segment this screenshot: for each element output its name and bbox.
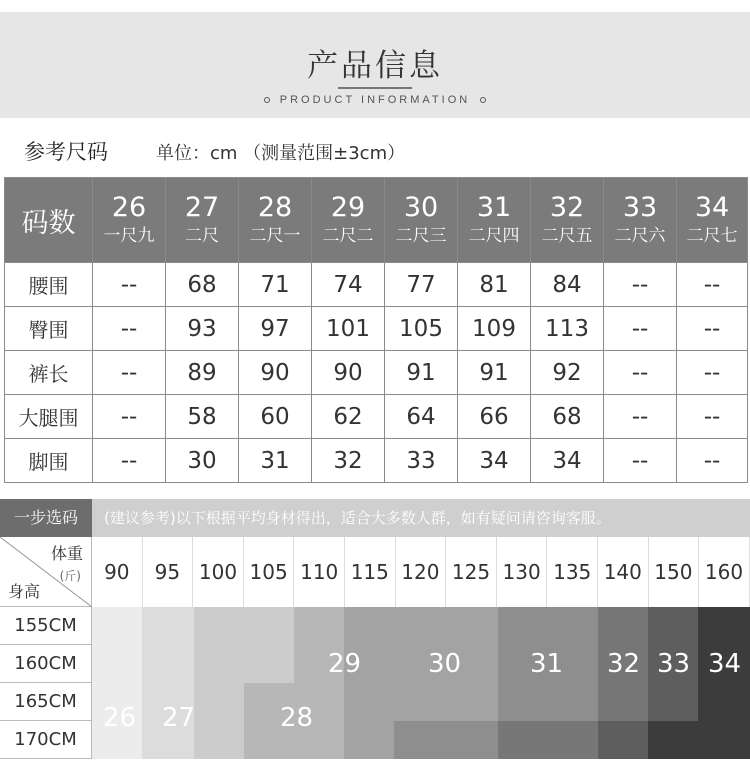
weight-header: 130 xyxy=(497,537,548,607)
recommended-size-label: 26 xyxy=(103,703,137,733)
weight-unit: (斤) xyxy=(59,569,81,583)
size-header-cell xyxy=(312,178,385,263)
table-cell: -- xyxy=(93,307,166,351)
height-label: 155CM xyxy=(0,607,92,645)
height-label: 160CM xyxy=(0,645,92,683)
row-label: 裤长 xyxy=(5,351,93,395)
table-cell: -- xyxy=(604,395,677,439)
size-chinese: 二尺 xyxy=(185,226,219,246)
table-cell: 71 xyxy=(239,263,312,307)
weight-header: 115 xyxy=(345,537,396,607)
size-chinese: 二尺二 xyxy=(322,226,374,246)
table-cell: -- xyxy=(604,351,677,395)
table-row-length xyxy=(5,351,748,395)
size-header-row xyxy=(5,178,748,263)
table-cell: 34 xyxy=(458,439,531,483)
size-recommendation-grid xyxy=(0,537,750,777)
page-subtitle xyxy=(0,94,750,106)
table-cell: 68 xyxy=(166,263,239,307)
table-row-hip xyxy=(5,307,748,351)
recommended-size-label: 29 xyxy=(328,649,362,679)
table-cell: -- xyxy=(677,307,748,351)
size-header-cell xyxy=(531,178,604,263)
table-cell: 101 xyxy=(312,307,385,351)
size-header-cell xyxy=(166,178,239,263)
circle-icon xyxy=(264,97,270,103)
recommended-size-label: 28 xyxy=(280,703,314,733)
weight-header: 160 xyxy=(699,537,750,607)
size-number: 31 xyxy=(476,192,512,223)
size-header-cell xyxy=(239,178,312,263)
table-cell: 77 xyxy=(385,263,458,307)
weight-header: 135 xyxy=(547,537,598,607)
size-chinese: 二尺六 xyxy=(614,226,666,246)
table-cell: 91 xyxy=(458,351,531,395)
table-cell: 31 xyxy=(239,439,312,483)
size-header-cell xyxy=(604,178,677,263)
table-cell: 84 xyxy=(531,263,604,307)
size-zone xyxy=(598,721,648,759)
weight-header: 100 xyxy=(193,537,244,607)
row-label: 臀围 xyxy=(5,307,93,351)
table-cell: 66 xyxy=(458,395,531,439)
size-zone xyxy=(498,721,598,759)
table-cell: 62 xyxy=(312,395,385,439)
recommended-size-label: 27 xyxy=(162,703,196,733)
title-underline xyxy=(338,87,412,89)
size-number: 30 xyxy=(403,192,439,223)
size-number: 33 xyxy=(622,192,658,223)
page-title: 产品信息 xyxy=(307,48,443,84)
table-cell: 34 xyxy=(531,439,604,483)
recommendation-note: (建议参考)以下根据平均身材得出，适合大多数人群，如有疑问请咨询客服。 xyxy=(104,509,611,527)
recommended-size-label: 32 xyxy=(607,649,641,679)
table-cell: -- xyxy=(93,263,166,307)
weight-header: 150 xyxy=(649,537,700,607)
row-label: 大腿围 xyxy=(5,395,93,439)
weight-header: 105 xyxy=(244,537,295,607)
row-label: 腰围 xyxy=(5,263,93,307)
circle-icon xyxy=(480,97,486,103)
size-number: 28 xyxy=(257,192,293,223)
table-cell: 33 xyxy=(385,439,458,483)
table-cell: -- xyxy=(677,263,748,307)
size-chinese: 一尺九 xyxy=(103,226,155,246)
table-cell: 81 xyxy=(458,263,531,307)
weight-header: 140 xyxy=(598,537,649,607)
recommended-size-label: 34 xyxy=(708,649,742,679)
table-cell: 89 xyxy=(166,351,239,395)
size-chinese: 二尺五 xyxy=(541,226,593,246)
table-cell: 64 xyxy=(385,395,458,439)
size-number: 29 xyxy=(330,192,366,223)
table-cell: -- xyxy=(93,439,166,483)
table-cell: -- xyxy=(93,395,166,439)
weight-header: 110 xyxy=(294,537,345,607)
size-zone xyxy=(648,721,750,759)
weight-header: 125 xyxy=(446,537,497,607)
size-number: 34 xyxy=(694,192,730,223)
size-zone xyxy=(92,607,142,759)
table-cell: 109 xyxy=(458,307,531,351)
size-corner-label: 码数 xyxy=(5,178,93,263)
table-cell: 105 xyxy=(385,307,458,351)
table-cell: 90 xyxy=(239,351,312,395)
recommended-size-label: 30 xyxy=(428,649,462,679)
size-header-cell xyxy=(93,178,166,263)
size-zone xyxy=(394,721,498,759)
table-row-thigh xyxy=(5,395,748,439)
size-header-cell xyxy=(458,178,531,263)
size-chinese: 二尺三 xyxy=(395,226,447,246)
size-zone xyxy=(142,607,194,759)
step-select-label: 一步选码 xyxy=(0,499,92,537)
table-cell: 90 xyxy=(312,351,385,395)
size-chinese: 二尺一 xyxy=(249,226,301,246)
table-cell: -- xyxy=(677,439,748,483)
table-cell: 60 xyxy=(239,395,312,439)
recommended-size-label: 31 xyxy=(530,649,564,679)
table-row-hem xyxy=(5,439,748,483)
weight-header: 90 xyxy=(92,537,143,607)
size-zone xyxy=(344,683,394,759)
table-cell: 97 xyxy=(239,307,312,351)
height-label: 170CM xyxy=(0,721,92,759)
table-cell: 113 xyxy=(531,307,604,351)
size-chinese: 二尺七 xyxy=(686,226,738,246)
size-header-cell xyxy=(385,178,458,263)
row-label: 脚围 xyxy=(5,439,93,483)
recommended-size-label: 33 xyxy=(657,649,691,679)
grid-corner xyxy=(0,537,92,607)
size-chinese: 二尺四 xyxy=(468,226,520,246)
unit-note: 单位：cm （测量范围±3cm） xyxy=(156,143,406,164)
table-cell: -- xyxy=(604,263,677,307)
weight-header: 95 xyxy=(143,537,194,607)
table-cell: 30 xyxy=(166,439,239,483)
size-number: 27 xyxy=(184,192,220,223)
table-cell: 91 xyxy=(385,351,458,395)
table-cell: 68 xyxy=(531,395,604,439)
table-cell: -- xyxy=(604,439,677,483)
header-banner xyxy=(0,12,750,118)
table-cell: 32 xyxy=(312,439,385,483)
weight-label: 体重 xyxy=(50,544,83,563)
reference-size-title: 参考尺码 xyxy=(24,140,108,164)
table-cell: 58 xyxy=(166,395,239,439)
table-cell: -- xyxy=(677,351,748,395)
size-number: 26 xyxy=(111,192,147,223)
size-zone xyxy=(194,645,244,759)
step-select-bar xyxy=(0,499,750,537)
table-cell: 92 xyxy=(531,351,604,395)
subtitle-text: PRODUCT INFORMATION xyxy=(279,94,471,106)
size-table xyxy=(4,177,748,483)
table-cell: 93 xyxy=(166,307,239,351)
weight-header: 120 xyxy=(396,537,447,607)
table-cell: 74 xyxy=(312,263,385,307)
size-number: 32 xyxy=(549,192,585,223)
height-label: 165CM xyxy=(0,683,92,721)
table-cell: -- xyxy=(604,307,677,351)
table-cell: -- xyxy=(93,351,166,395)
table-cell: -- xyxy=(677,395,748,439)
table-row-waist xyxy=(5,263,748,307)
height-label: 身高 xyxy=(8,582,41,601)
size-header-cell xyxy=(677,178,748,263)
